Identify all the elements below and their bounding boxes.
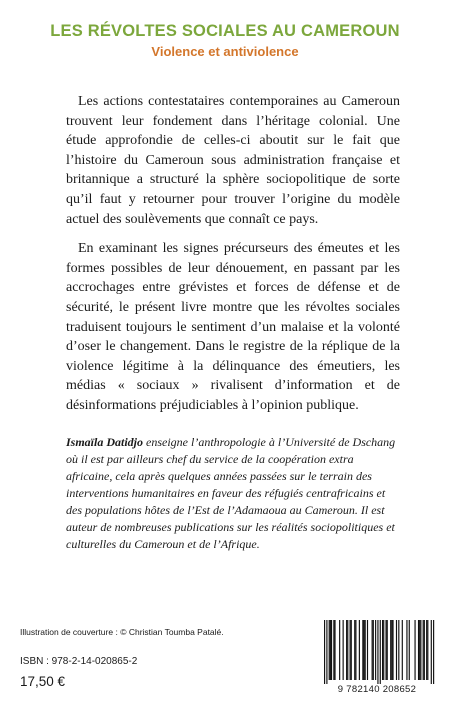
barcode-bar — [382, 620, 383, 680]
barcode-bar — [398, 620, 399, 680]
barcode-bar — [387, 620, 388, 680]
barcode-bar — [406, 620, 407, 680]
barcode-bar — [402, 620, 403, 680]
barcode-bar — [431, 620, 432, 684]
barcode-bar — [377, 620, 378, 684]
barcode-bar — [363, 620, 364, 680]
barcode-bar — [339, 620, 340, 680]
barcode-bar — [346, 620, 347, 680]
barcode-bar — [418, 620, 419, 680]
barcode-bar — [329, 620, 330, 680]
barcode-bar — [391, 620, 392, 680]
credit-label: Illustration de couverture : — [20, 627, 118, 637]
barcode-bar — [351, 620, 352, 680]
barcode-bar — [414, 620, 415, 680]
summary-paragraph-2: En examinant les signes précurseurs des émeutes et les formes possibles de leur dénouement, en passant par les accrochages entre grévistes et forces de défense et de sécurité, le présent livre montre que les révoltes sociales traduisent toujours le sentiment d’un malaise et la volonté d’oser le changement. Dans le registre de la réplique de la violence légitime à la délinquance des émeutiers, les médias « sociaux » rivalisent d’information et de désinformations préjudiciables à l’opinion publique. — [66, 241, 400, 413]
barcode-bar — [419, 620, 420, 680]
barcode-bar — [331, 620, 332, 680]
book-subtitle: Violence et antiviolence — [151, 44, 299, 59]
barcode-bar — [326, 620, 327, 684]
barcode-bar — [365, 620, 366, 680]
barcode-bar — [359, 620, 360, 680]
price: 17,50 € — [20, 674, 66, 689]
barcode-bar — [392, 620, 393, 680]
author-bio — [66, 434, 400, 553]
barcode-bar — [409, 620, 410, 680]
barcode-bar — [423, 620, 424, 680]
barcode-bar — [367, 620, 368, 680]
barcode-bar — [380, 620, 381, 684]
barcode-bar — [362, 620, 363, 680]
cover-credit — [20, 627, 224, 637]
barcode-bar — [343, 620, 344, 680]
barcode-bar — [333, 620, 334, 680]
barcode-bar — [330, 620, 331, 680]
barcode — [316, 618, 438, 700]
barcode-bar — [334, 620, 335, 680]
barcode-number: 9 782140 208652 — [337, 684, 417, 695]
barcode-bar — [347, 620, 348, 680]
barcode-bar — [350, 620, 351, 680]
barcode-bar — [390, 620, 391, 680]
barcode-bar — [375, 620, 376, 680]
barcode-bar — [324, 620, 325, 684]
barcode-bar — [420, 620, 421, 680]
author-name: Ismaïla Datidjo — [66, 435, 144, 449]
barcode-bar — [355, 620, 356, 680]
barcode-bar — [427, 620, 428, 680]
copyright-symbol: © — [120, 627, 127, 637]
barcode-bar — [354, 620, 355, 680]
barcode-bars — [316, 618, 438, 684]
barcode-bar — [383, 620, 384, 680]
summary-paragraph-1: Les actions contestataires contemporaines au Cameroun trouvent leur fondement dans l’héritage colonial. Une étude approfondie de celles-ci aboutit sur le fait que l’histoire du Cameroun sous administration française et britannique a structuré la sphère sociopolitique de sorte qu’il faut y retourner pour trouver l’origine du modèle actuel des soulèvements que connaît ce pays. — [66, 94, 400, 227]
barcode-bar — [373, 620, 374, 680]
isbn: ISBN : 978-2-14-020865-2 — [20, 656, 138, 667]
credit-name: Christian Toumba Patalé. — [128, 627, 224, 637]
book-summary — [66, 92, 400, 416]
barcode-bar — [385, 620, 386, 680]
author-bio-text: enseigne l’anthropologie à l’Université de Dschang où il est par ailleurs chef du service de la coopération extra africaine, cela après quelques années passées sur le terrain des interventions humanitaires en faveur des réfugiés centrafricains et des populations hôtes de l’Est de l’Adamaoua au Cameroun. Il est auteur de nombreuses publications sur les réalités sociopolitiques et culturelles du Cameroun et de l’Afrique. — [66, 435, 396, 551]
barcode-bar — [426, 620, 427, 680]
barcode-bar — [372, 620, 373, 680]
barcode-bar — [433, 620, 434, 684]
barcode-bar — [424, 620, 425, 680]
barcode-bar — [396, 620, 397, 680]
book-title: LES RÉVOLTES SOCIALES AU CAMEROUN — [50, 22, 400, 40]
